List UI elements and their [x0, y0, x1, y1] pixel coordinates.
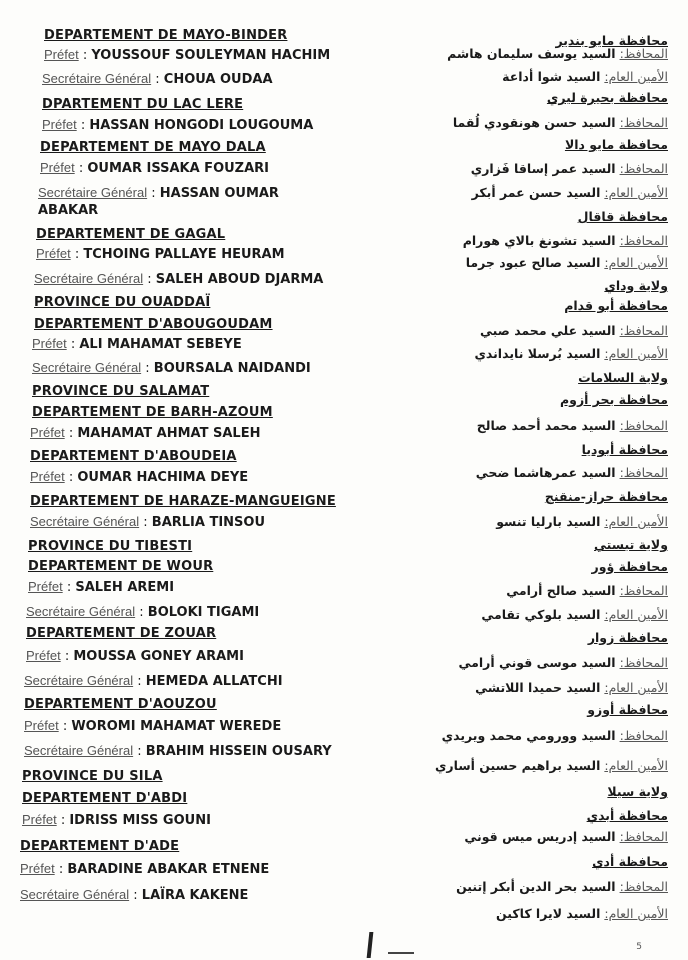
- arabic-role-label: المحافظ:: [619, 879, 668, 894]
- french-entry: [22, 812, 211, 829]
- french-heading: PROVINCE DU SALAMAT: [32, 384, 210, 399]
- arabic-role-label: المحافظ:: [619, 829, 668, 844]
- arabic-entry: [475, 680, 668, 696]
- separator: :: [133, 674, 146, 689]
- official-name: HEMEDA ALLATCHI: [145, 674, 283, 689]
- arabic-role-label: المحافظ:: [619, 655, 668, 670]
- french-heading: DEPARTEMENT DE MAYO-BINDER: [44, 28, 288, 43]
- role-label: Préfet: [30, 469, 65, 484]
- french-heading: DEPARTEMENT DE HARAZE-MANGUEIGNE: [30, 494, 336, 509]
- arabic-role-label: المحافظ:: [619, 233, 668, 248]
- official-name: IDRISS MISS GOUNI: [69, 813, 211, 828]
- arabic-official-name: السيد شوا أداعة: [502, 69, 601, 84]
- arabic-role-label: الأمين العام:: [604, 680, 668, 695]
- official-name: TCHOING PALLAYE HEURAM: [83, 247, 285, 262]
- official-name: CHOUA OUDAA: [163, 72, 273, 87]
- french-entry: [32, 360, 311, 377]
- french-heading: DEPARTEMENT DE WOUR: [28, 559, 214, 574]
- arabic-official-name: السيد حسن هونقودي لُقما: [452, 115, 616, 130]
- official-name: OUMAR HACHIMA DEYE: [77, 470, 249, 485]
- arabic-entry: [447, 46, 668, 62]
- arabic-entry: [481, 607, 668, 623]
- role-label: Secrétaire Général: [30, 514, 140, 529]
- arabic-official-name: السيد إدريس ميس قوني: [464, 829, 616, 844]
- french-heading: DEPARTEMENT D'ADE: [20, 839, 180, 854]
- french-heading: PROVINCE DU SILA: [22, 769, 163, 784]
- french-entry: [24, 718, 281, 735]
- role-label: Préfet: [22, 812, 57, 827]
- arabic-role-label: الأمين العام:: [604, 346, 668, 361]
- arabic-official-name: السيد محمد أحمد صالح: [476, 418, 616, 433]
- arabic-entry: [477, 418, 668, 434]
- arabic-official-name: السيد عمر إساقا فَزاري: [470, 161, 616, 176]
- arabic-role-label: الأمين العام:: [604, 758, 668, 773]
- french-heading: DEPARTEMENT D'ABOUGOUDAM: [34, 317, 273, 332]
- separator: :: [70, 247, 84, 262]
- arabic-entry: [496, 514, 668, 530]
- arabic-official-name: السيد بحر الدين أبكر إتنين: [456, 879, 616, 894]
- separator: :: [135, 605, 148, 620]
- official-name: HASSAN OUMAR: [159, 186, 279, 201]
- role-label: Préfet: [28, 579, 63, 594]
- separator: :: [74, 161, 88, 176]
- arabic-role-label: الأمين العام:: [604, 906, 668, 921]
- french-heading: DEPARTEMENT DE BARH-AZOUM: [32, 405, 273, 420]
- arabic-heading: محافظة بحيرة ليري: [546, 90, 668, 105]
- arabic-role-label: الأمين العام:: [604, 607, 668, 622]
- role-label: Préfet: [24, 718, 59, 733]
- official-name: OUMAR ISSAKA FOUZARI: [87, 161, 270, 176]
- arabic-official-name: السيد تشونغ بالاي هورام: [462, 233, 616, 248]
- role-label: Préfet: [30, 425, 65, 440]
- french-heading: DEPARTEMENT DE GAGAL: [36, 227, 226, 242]
- arabic-heading: محافظة أوزو: [587, 702, 668, 717]
- arabic-heading: محافظة أبدي: [586, 808, 668, 823]
- french-entry: [28, 579, 174, 596]
- official-name: BRAHIM HISSEIN OUSARY: [145, 744, 332, 759]
- french-heading: DEPARTEMENT D'ABDI: [22, 791, 188, 806]
- french-entry: [30, 514, 265, 531]
- arabic-heading: محافظة مايو دالا: [564, 137, 668, 152]
- arabic-heading: محافظة حراز-منقنج: [544, 489, 668, 504]
- arabic-role-label: المحافظ:: [619, 418, 668, 433]
- page-number: 5: [636, 942, 642, 952]
- arabic-heading: ولاية سيلا: [607, 784, 668, 799]
- official-name: SALEH ABOUD DJARMA: [155, 272, 324, 287]
- official-name: YOUSSOUF SOULEYMAN HACHIM: [91, 48, 331, 63]
- french-entry: [38, 185, 279, 202]
- arabic-heading: محافظة بحر أزوم: [560, 392, 668, 407]
- role-label: Préfet: [42, 117, 77, 132]
- arabic-heading: ولاية تبستي: [594, 537, 668, 552]
- arabic-official-name: السيد يوسف سليمان هاشم: [447, 46, 616, 61]
- arabic-entry: [476, 465, 668, 481]
- arabic-role-label: المحافظ:: [619, 583, 668, 598]
- arabic-heading: محافظة أبوديا: [581, 442, 668, 457]
- french-entry: [24, 673, 283, 690]
- french-entry: [24, 743, 332, 760]
- arabic-role-label: المحافظ:: [619, 728, 668, 743]
- french-heading: DEPARTEMENT D'AOUZOU: [24, 697, 217, 712]
- role-label: Préfet: [40, 160, 75, 175]
- role-label: Secrétaire Général: [32, 360, 142, 375]
- role-label: Préfet: [36, 246, 71, 261]
- separator: :: [54, 862, 68, 877]
- role-label: Préfet: [20, 861, 55, 876]
- arabic-heading: ولاية وداي: [604, 278, 668, 293]
- french-entry: [44, 47, 330, 64]
- arabic-entry: [453, 115, 668, 131]
- separator: :: [147, 186, 160, 201]
- french-entry: [32, 336, 242, 353]
- arabic-role-label: الأمين العام:: [604, 514, 668, 529]
- handwritten-stroke: [388, 952, 414, 954]
- arabic-official-name: السيد حميدا اللاتشي: [475, 680, 601, 695]
- arabic-role-label: المحافظ:: [619, 46, 668, 61]
- separator: :: [60, 649, 74, 664]
- arabic-entry: [472, 185, 668, 201]
- official-name: BARADINE ABAKAR ETNENE: [67, 862, 270, 877]
- role-label: Secrétaire Général: [34, 271, 144, 286]
- arabic-heading: محافظة مايو بندير: [555, 33, 668, 48]
- french-heading: DEPARTEMENT DE ZOUAR: [26, 626, 217, 641]
- official-name: ABAKAR: [38, 203, 99, 218]
- arabic-official-name: السيد عمرهاشما ضحي: [475, 465, 616, 480]
- arabic-official-name: السيد حسن عمر أبكر: [471, 185, 601, 200]
- arabic-entry: [456, 879, 668, 895]
- arabic-heading: ولاية السلامات: [578, 370, 668, 385]
- french-entry: [26, 648, 244, 665]
- arabic-role-label: المحافظ:: [619, 465, 668, 480]
- official-name: SALEH AREMI: [75, 580, 175, 595]
- official-name: HASSAN HONGODI LOUGOUMA: [89, 118, 314, 133]
- arabic-official-name: السيد بُرسلا نايداندي: [474, 346, 601, 361]
- separator: :: [66, 337, 80, 352]
- arabic-entry: [496, 906, 668, 922]
- separator: :: [78, 48, 92, 63]
- french-entry: [30, 425, 260, 442]
- role-label: Préfet: [32, 336, 67, 351]
- official-name: ALI MAHAMAT SEBEYE: [79, 337, 242, 352]
- arabic-entry: [502, 69, 668, 85]
- arabic-role-label: المحافظ:: [619, 323, 668, 338]
- arabic-entry: [474, 346, 668, 362]
- arabic-entry: [458, 655, 668, 671]
- arabic-role-label: الأمين العام:: [604, 185, 668, 200]
- arabic-official-name: السيد براهيم حسين أساري: [434, 758, 601, 773]
- french-heading: PROVINCE DU OUADDAÏ: [34, 295, 211, 310]
- arabic-official-name: السيد بارليا تنسو: [496, 514, 601, 529]
- arabic-heading: محافظة أدي: [592, 854, 668, 869]
- french-heading: PROVINCE DU TIBESTI: [28, 539, 193, 554]
- separator: :: [76, 118, 90, 133]
- french-heading: DPARTEMENT DU LAC LERE: [42, 97, 244, 112]
- separator: :: [151, 72, 164, 87]
- arabic-official-name: السيد علي محمد صبي: [480, 323, 616, 338]
- french-entry: [34, 271, 323, 288]
- role-label: Préfet: [44, 47, 79, 62]
- separator: :: [133, 744, 146, 759]
- french-entry: [40, 160, 269, 177]
- role-label: Secrétaire Général: [26, 604, 136, 619]
- arabic-entry: [435, 758, 668, 774]
- role-label: Secrétaire Général: [24, 673, 134, 688]
- official-name: BOLOKI TIGAMI: [147, 605, 260, 620]
- arabic-entry: [506, 583, 668, 599]
- official-name: BOURSALA NAIDANDI: [153, 361, 311, 376]
- role-label: Secrétaire Général: [38, 185, 148, 200]
- arabic-official-name: السيد موسى قوني أرامي: [458, 655, 616, 670]
- arabic-official-name: السيد صالح عبود جرما: [465, 255, 601, 270]
- french-entry: [38, 203, 98, 219]
- arabic-role-label: المحافظ:: [619, 115, 668, 130]
- separator: :: [64, 470, 78, 485]
- french-heading: DEPARTEMENT D'ABOUDEIA: [30, 449, 237, 464]
- separator: :: [129, 888, 142, 903]
- separator: :: [58, 719, 72, 734]
- arabic-official-name: السيد لايرا كاكين: [496, 906, 601, 921]
- official-name: LAÏRA KAKENE: [141, 888, 249, 903]
- handwritten-mark: [367, 932, 374, 958]
- french-entry: [36, 246, 285, 263]
- arabic-entry: [463, 233, 668, 249]
- separator: :: [64, 426, 78, 441]
- french-entry: [42, 117, 313, 134]
- arabic-role-label: الأمين العام:: [604, 255, 668, 270]
- arabic-heading: محافظة ؤور: [591, 559, 668, 574]
- arabic-entry: [480, 323, 668, 339]
- arabic-heading: محافظة قاقال: [577, 209, 668, 224]
- official-name: MAHAMAT AHMAT SALEH: [77, 426, 261, 441]
- french-heading: DEPARTEMENT DE MAYO DALA: [40, 140, 266, 155]
- arabic-entry: [471, 161, 668, 177]
- separator: :: [56, 813, 70, 828]
- french-entry: [30, 469, 248, 486]
- arabic-heading: محافظة زوار: [587, 630, 668, 645]
- arabic-official-name: السيد وورومي محمد ويريدي: [441, 728, 616, 743]
- french-entry: [20, 861, 269, 878]
- separator: :: [62, 580, 76, 595]
- separator: :: [141, 361, 154, 376]
- separator: :: [143, 272, 156, 287]
- arabic-role-label: المحافظ:: [619, 161, 668, 176]
- role-label: Préfet: [26, 648, 61, 663]
- role-label: Secrétaire Général: [42, 71, 152, 86]
- official-name: WOROMI MAHAMAT WEREDE: [71, 719, 282, 734]
- arabic-official-name: السيد صالح أرامي: [506, 583, 616, 598]
- arabic-entry: [466, 255, 668, 271]
- french-entry: [26, 604, 259, 621]
- french-entry: [42, 71, 273, 88]
- role-label: Secrétaire Général: [20, 887, 130, 902]
- separator: :: [139, 515, 152, 530]
- arabic-entry: [464, 829, 668, 845]
- arabic-heading: محافظة أبو قدام: [564, 298, 668, 313]
- arabic-official-name: السيد بلوكي تقامي: [481, 607, 601, 622]
- official-name: MOUSSA GONEY ARAMI: [73, 649, 244, 664]
- official-name: BARLIA TINSOU: [151, 515, 266, 530]
- role-label: Secrétaire Général: [24, 743, 134, 758]
- arabic-entry: [442, 728, 668, 744]
- arabic-role-label: الأمين العام:: [604, 69, 668, 84]
- french-entry: [20, 887, 248, 904]
